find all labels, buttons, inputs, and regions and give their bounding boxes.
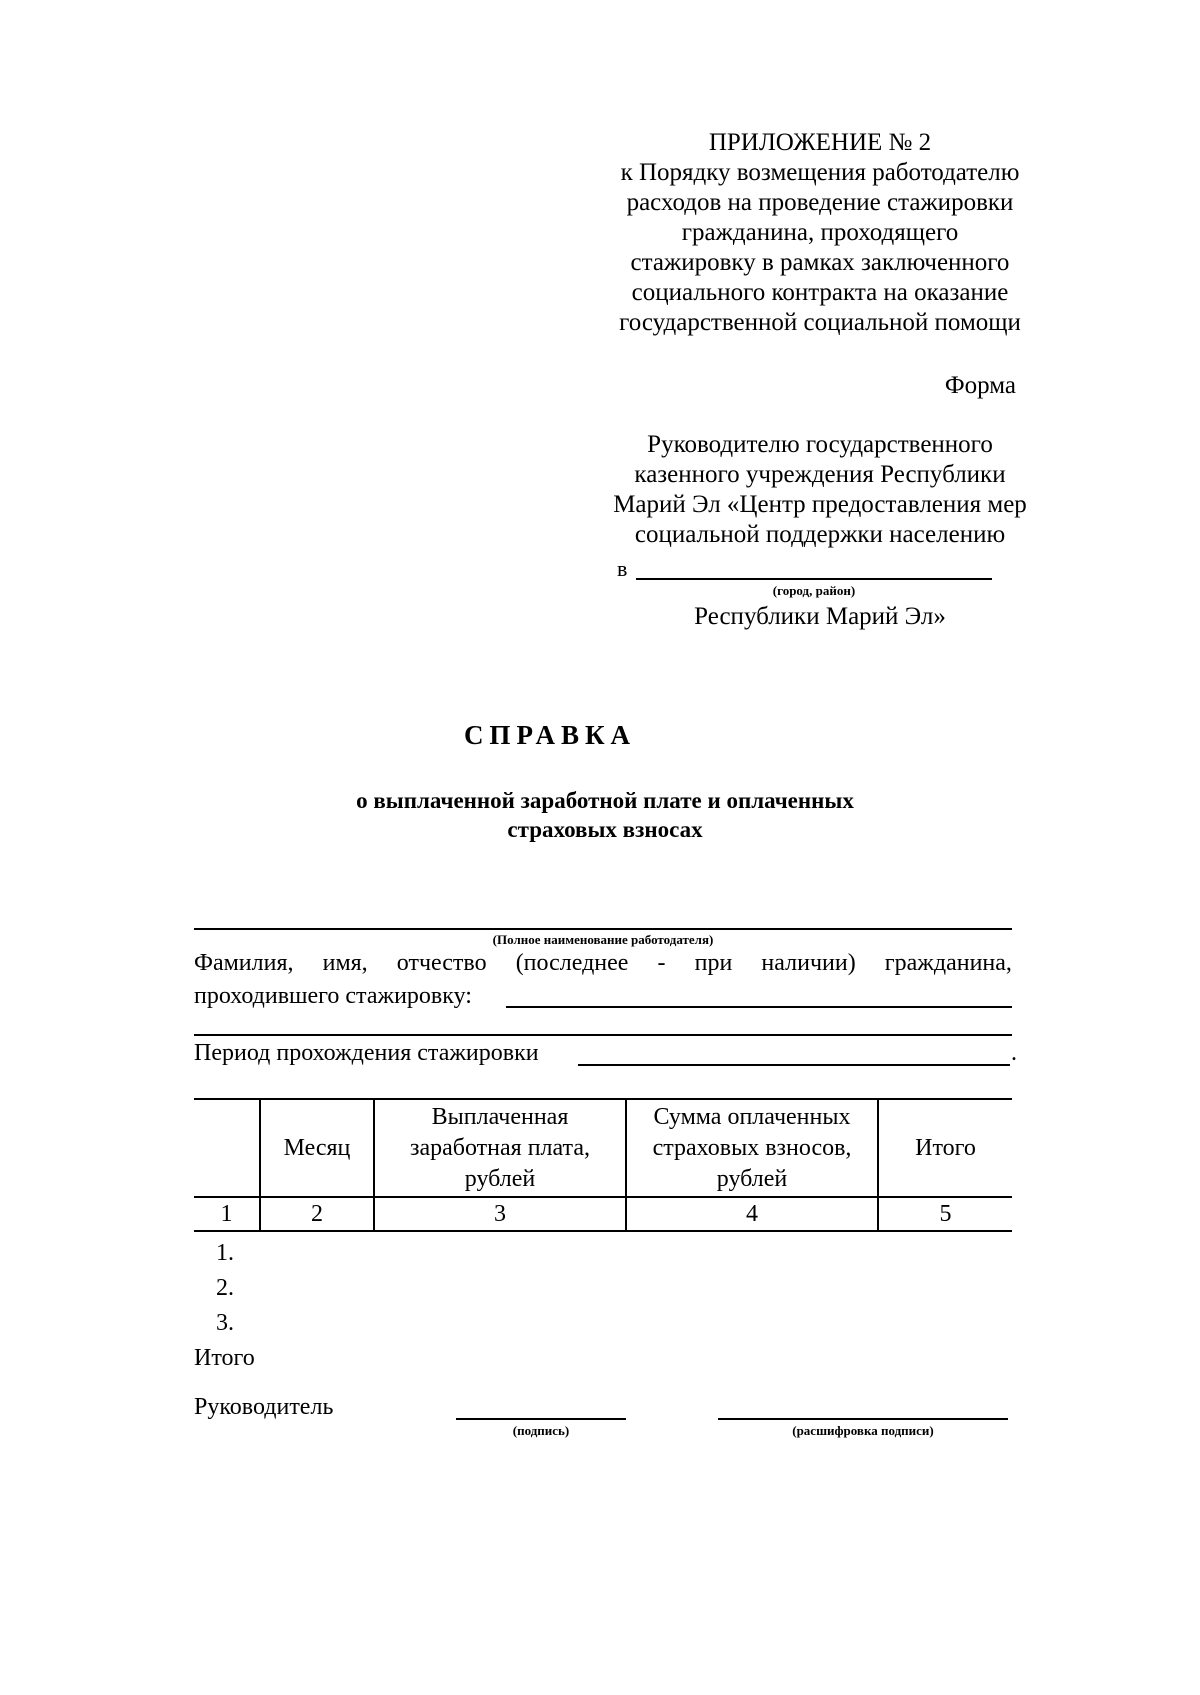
list-item: 1. <box>216 1240 234 1266</box>
header-line: заработная плата, <box>410 1134 590 1161</box>
document-title: СПРАВКА <box>463 720 637 750</box>
fio-fill-line-2[interactable] <box>194 1034 1012 1036</box>
list-item: 3. <box>216 1310 234 1336</box>
fio-word: отчество <box>396 950 487 976</box>
fio-word: имя, <box>322 950 368 976</box>
header-line: рублей <box>716 1165 788 1192</box>
period-dot: . <box>1011 1040 1017 1066</box>
salary-table <box>194 1098 1012 1232</box>
fio-word: Фамилия, <box>194 950 294 976</box>
appendix-line: социального контракта на оказание <box>631 279 1009 306</box>
signature-decode-hint: (расшифровка подписи) <box>792 1423 934 1438</box>
list-item: 2. <box>216 1275 234 1301</box>
appendix-line: расходов на проведение стажировки <box>626 189 1014 216</box>
city-fill-line[interactable] <box>636 578 992 580</box>
recipient-line: Марий Эл «Центр предоставления мер <box>613 491 1027 518</box>
signature-hint: (подпись) <box>512 1423 570 1438</box>
employer-fill-line[interactable] <box>194 928 1012 930</box>
appendix-line: государственной социальной помощи <box>619 309 1021 336</box>
column-number: 1 <box>194 1197 260 1231</box>
signature-decode-fill-line[interactable] <box>718 1418 1008 1420</box>
fio-word: гражданина, <box>884 950 1012 976</box>
signature-fill-line[interactable] <box>456 1418 626 1420</box>
header-line: Сумма оплаченных <box>653 1103 851 1130</box>
appendix-line: к Порядку возмещения работодателю <box>620 159 1020 186</box>
appendix-line: гражданина, проходящего <box>681 219 959 246</box>
header-cell-contributions <box>626 1099 878 1197</box>
appendix-line: стажировку в рамках заключенного <box>630 249 1010 276</box>
fio-label-line1 <box>194 950 1012 977</box>
recipient-line: социальной поддержки населению <box>634 521 1006 548</box>
city-hint: (город, район) <box>772 583 856 598</box>
fio-word: - <box>657 950 666 976</box>
period-label: Период прохождения стажировки <box>194 1040 539 1066</box>
period-fill-line[interactable] <box>578 1064 1010 1066</box>
header-cell-salary <box>374 1099 626 1197</box>
header-cell-total: Итого <box>878 1099 1012 1197</box>
table-number-row <box>194 1197 1012 1231</box>
fio-word: (последнее <box>515 950 629 976</box>
employer-hint: (Полное наименование работодателя) <box>492 932 714 947</box>
appendix-block <box>560 128 1080 338</box>
recipient-prefix-v: в <box>617 556 628 581</box>
recipient-last-line: Республики Марий Эл» <box>694 603 946 630</box>
fio-word: наличии) <box>761 950 856 976</box>
total-label: Итого <box>194 1345 255 1371</box>
header-cell-number <box>194 1099 260 1197</box>
header-line: рублей <box>464 1165 536 1192</box>
column-number: 5 <box>878 1197 1012 1231</box>
document-subtitle <box>200 786 1010 844</box>
recipient-line: Руководителю государственного <box>647 431 993 458</box>
recipient-line: казенного учреждения Республики <box>634 461 1006 488</box>
form-label: Форма <box>944 372 1016 399</box>
recipient-block <box>560 430 1080 550</box>
column-number: 2 <box>260 1197 374 1231</box>
header-cell-month: Месяц <box>260 1099 374 1197</box>
subtitle-line: о выплаченной заработной плате и оплаченных <box>356 788 854 813</box>
fio-label-line2: проходившего стажировку: <box>194 983 472 1009</box>
subtitle-line: страховых взносах <box>507 817 703 842</box>
header-line: Выплаченная <box>431 1103 569 1130</box>
fio-fill-line[interactable] <box>506 1006 1012 1008</box>
table-header-row <box>194 1099 1012 1197</box>
column-number: 4 <box>626 1197 878 1231</box>
column-number: 3 <box>374 1197 626 1231</box>
fio-word: при <box>694 950 733 976</box>
header-line: страховых взносов, <box>652 1134 852 1161</box>
appendix-heading: ПРИЛОЖЕНИЕ № 2 <box>708 129 932 156</box>
manager-label: Руководитель <box>194 1394 334 1420</box>
